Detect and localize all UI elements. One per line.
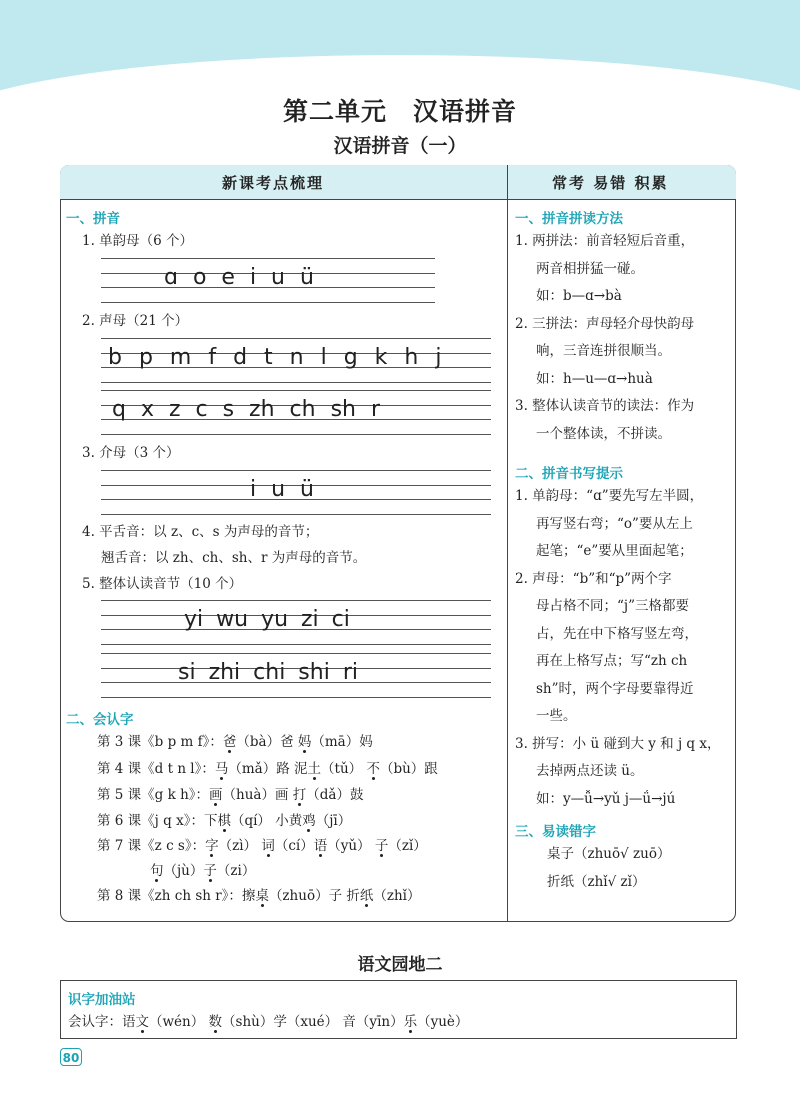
lesson-3-line: 第 3 课《b p m f》：爸（bà）爸 妈（mā）妈: [97, 734, 373, 750]
lesson-7-line: 第 7 课《z c s》：字（zì） 词（cí）语（yǔ） 子（zǐ）: [97, 838, 427, 854]
right-column-header: 常考 易错 积累: [552, 174, 669, 192]
tip-u-umlaut: 3. 拼写：小 ü 碰到大 y 和 j q x，: [515, 735, 721, 752]
left-section-pinyin: 一、拼音: [66, 211, 120, 227]
row-whole-syllables-2: si zhi chi shi ri: [178, 660, 358, 685]
item-initials: 2. 声母（21 个）: [82, 313, 189, 329]
lesson-4-line: 第 4 课《d t n l》：马（mǎ）路 泥土（tǔ） 不（bù）跟: [97, 761, 438, 777]
rule-two-part: 1. 两拼法：前音轻短后音重，: [515, 233, 695, 249]
row-initials-2: q x z c s zh ch sh r: [112, 397, 381, 422]
column-divider: [507, 165, 508, 922]
row-initials-1: b p m f d t n l g k h j: [108, 345, 442, 370]
right-spelling-methods: [515, 228, 735, 448]
tip-initials-cont-2: 占，先在中下格写竖左弯，: [536, 625, 698, 642]
tip-finals: 1. 单韵母：“ɑ”要先写左半圆，: [515, 488, 704, 504]
rule-whole-reading-cont: 一个整体读，不拼读。: [536, 425, 671, 442]
item-single-finals: 1. 单韵母（6 个）: [82, 233, 194, 249]
tip-initials-cont-4: sh”时，两个字母要靠得近: [536, 680, 694, 697]
tip-initials-cont-3: 再在上格写点；写“zh ch: [536, 653, 688, 669]
lesson-6-line: 第 6 课《j q x》：下棋（qí） 小黄鸡（jī）: [97, 813, 352, 829]
item-medials: 3. 介母（3 个）: [82, 445, 180, 461]
item-flat-tongue: 4. 平舌音：以 z、c、s 为声母的音节；: [82, 524, 319, 540]
misread-list: [547, 841, 670, 896]
misread-item-zhezhi: 折纸（zhǐ√ zǐ）: [547, 873, 646, 890]
left-section-recognize: 二、会认字: [66, 712, 134, 728]
row-medials: i u ü: [250, 477, 314, 502]
tip-finals-cont-1: 再写竖右弯；“o”要从左上: [536, 515, 693, 532]
garden-recognize-line: 会认字：语文（wén） 数（shù）学（xué） 音（yīn）乐（yuè）: [68, 1014, 469, 1030]
garden-box-label: 识字加油站: [68, 992, 136, 1008]
lesson-7-line-cont: 句（jù）子（zi）: [150, 863, 256, 879]
row-single-finals: ɑ o e i u ü: [164, 265, 314, 290]
misread-item-zhuozi: 桌子（zhuō√ zuō）: [547, 846, 671, 862]
page-number: 80: [60, 1048, 82, 1066]
item-whole-syllables: 5. 整体认读音节（10 个）: [82, 576, 243, 592]
row-whole-syllables-1: yi wu yu zi ci: [184, 607, 350, 632]
right-section-writing: 二、拼音书写提示: [515, 466, 623, 482]
unit-title: [0, 92, 800, 128]
right-section-misread: 三、易读错字: [515, 824, 596, 840]
rule-three-part-example: 如：h—u—ɑ→huà: [536, 370, 653, 387]
lesson-8-line: 第 8 课《zh ch sh r》：擦桌（zhuō）子 折纸（zhǐ）: [97, 888, 421, 904]
item-retroflex: 翘舌音：以 zh、ch、sh、r 为声母的音节。: [101, 550, 367, 566]
left-column-header: 新课考点梳理: [222, 174, 325, 192]
rule-three-part: 2. 三拼法：声母轻介母快韵母: [515, 315, 695, 332]
tip-u-umlaut-example: 如：y—ǚ→yǔ j—ǘ→jú: [536, 790, 676, 807]
tip-initials: 2. 声母：“b”和“p”两个字: [515, 570, 672, 587]
tip-initials-cont-1: 母占格不同；“j”三格都要: [536, 598, 689, 614]
garden-title: 语文园地二: [357, 955, 443, 975]
rule-whole-reading: 3. 整体认读音节的读法：作为: [515, 398, 695, 414]
lesson-title: 汉语拼音（一）: [333, 135, 467, 157]
right-writing-tips: [515, 483, 735, 813]
right-section-spelling: 一、拼音拼读方法: [515, 211, 623, 227]
rule-two-part-example: 如：b—ɑ→bà: [536, 288, 622, 304]
unit-title-name: 汉语拼音: [413, 97, 518, 126]
rule-two-part-cont: 两音相拼猛一碰。: [536, 260, 644, 277]
rule-three-part-cont: 响，三音连拼很顺当。: [536, 343, 671, 359]
tip-u-umlaut-cont: 去掉两点还读 ü。: [536, 763, 644, 779]
tip-finals-cont-2: 起笔；“e”要从里面起笔；: [536, 543, 693, 559]
lesson-5-line: 第 5 课《g k h》：画（huà）画 打（dǎ）鼓: [97, 787, 364, 803]
tip-initials-cont-5: 一些。: [536, 708, 577, 724]
unit-title-number: 第二单元: [282, 97, 387, 126]
